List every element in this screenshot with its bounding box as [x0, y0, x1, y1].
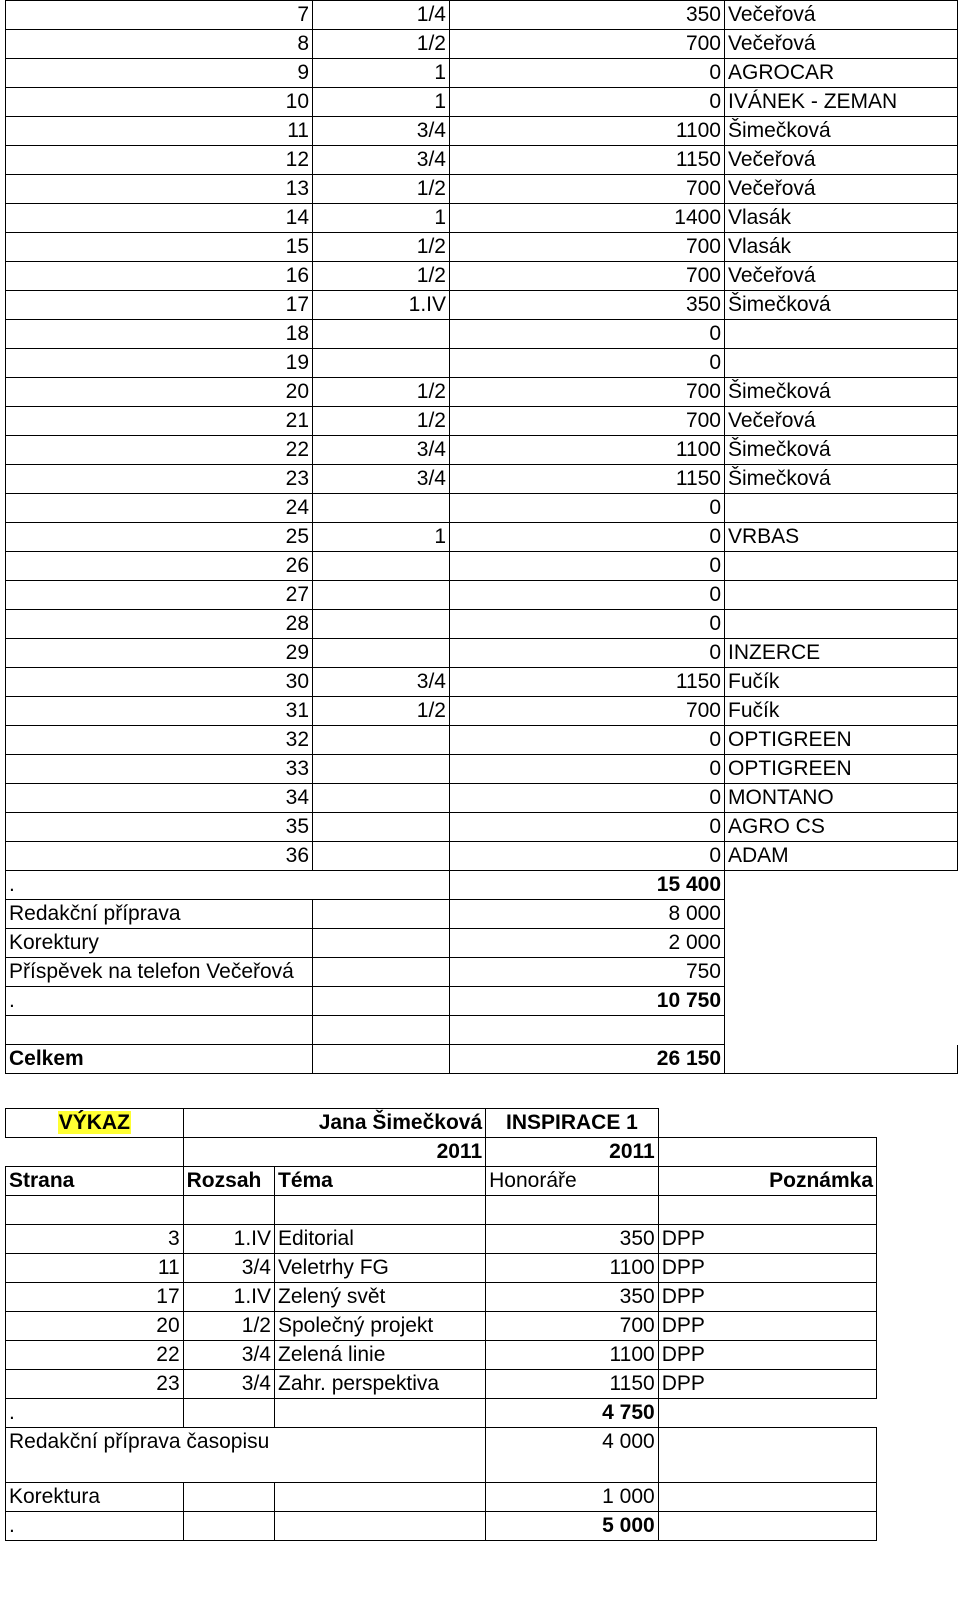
page-number-cell: 36 — [6, 842, 313, 871]
author-cell: AGROCAR — [725, 59, 958, 88]
tema-cell: Zelený svět — [275, 1283, 486, 1312]
amount-cell: 1400 — [450, 204, 725, 233]
vykaz-row — [6, 1312, 877, 1341]
rozsah-cell — [313, 610, 450, 639]
strana-cell: 11 — [6, 1254, 184, 1283]
tema-cell: Zelená linie — [275, 1341, 486, 1370]
page-number-cell: 17 — [6, 291, 313, 320]
amount-cell: 0 — [450, 726, 725, 755]
subtotal-label: . — [6, 871, 313, 900]
amount-cell: 0 — [450, 842, 725, 871]
rozsah-cell — [313, 755, 450, 784]
rozsah-cell — [313, 842, 450, 871]
author-cell: Šimečková — [725, 465, 958, 494]
strana-cell: 22 — [6, 1341, 184, 1370]
author-cell — [725, 552, 958, 581]
rozsah-cell: 1/2 — [313, 233, 450, 262]
poznamka-cell: DPP — [658, 1283, 876, 1312]
vykaz-redakcni-label: Redakční příprava časopisu — [6, 1428, 486, 1483]
vykaz-subtotal-value: 4 750 — [486, 1399, 659, 1428]
rozsah-cell: 1/2 — [313, 30, 450, 59]
page-number-cell: 34 — [6, 784, 313, 813]
page-row — [6, 320, 958, 349]
vykaz-title-text: VÝKAZ — [58, 1111, 130, 1134]
korektury-value: 2 000 — [450, 929, 725, 958]
author-cell: Večeřová — [725, 262, 958, 291]
amount-cell: 0 — [450, 59, 725, 88]
subtotal-row — [6, 871, 958, 900]
amount-cell: 0 — [450, 581, 725, 610]
page-rows — [6, 1, 958, 871]
page-row — [6, 697, 958, 726]
vykaz-korektura-row — [6, 1483, 877, 1512]
blank-row — [6, 1016, 958, 1045]
amount-cell: 0 — [450, 349, 725, 378]
author-cell — [725, 581, 958, 610]
page-row — [6, 494, 958, 523]
rozsah-cell: 3/4 — [183, 1341, 274, 1370]
rozsah-cell: 1 — [313, 59, 450, 88]
amount-cell: 1150 — [450, 465, 725, 494]
strana-cell: 20 — [6, 1312, 184, 1341]
page-row — [6, 755, 958, 784]
header-tema: Téma — [275, 1167, 486, 1196]
amount-cell: 1150 — [450, 146, 725, 175]
page-row — [6, 378, 958, 407]
author-cell — [725, 494, 958, 523]
author-cell: AGRO CS — [725, 813, 958, 842]
honorar-cell: 350 — [486, 1283, 659, 1312]
vykaz-subtotal-row — [6, 1399, 877, 1428]
page-row — [6, 668, 958, 697]
rozsah-cell: 1/2 — [313, 378, 450, 407]
page-row — [6, 784, 958, 813]
rozsah-cell — [313, 813, 450, 842]
rozsah-cell: 1 — [313, 204, 450, 233]
telefon-label: Příspěvek na telefon Večeřová — [6, 958, 313, 987]
rozsah-cell: 1 — [313, 88, 450, 117]
page-number-cell: 24 — [6, 494, 313, 523]
rozsah-cell: 3/4 — [183, 1370, 274, 1399]
vykaz-year1: 2011 — [183, 1138, 486, 1167]
poznamka-cell: DPP — [658, 1370, 876, 1399]
page-row — [6, 1, 958, 30]
author-cell — [725, 610, 958, 639]
page-row — [6, 175, 958, 204]
page-honoraria-table — [5, 0, 958, 1074]
rozsah-cell: 1.IV — [313, 291, 450, 320]
page-number-cell: 20 — [6, 378, 313, 407]
page-number-cell: 8 — [6, 30, 313, 59]
rozsah-cell: 3/4 — [313, 117, 450, 146]
page-row — [6, 204, 958, 233]
honorar-cell: 1150 — [486, 1370, 659, 1399]
vykaz-row — [6, 1283, 877, 1312]
vykaz-title-row — [6, 1109, 877, 1138]
amount-cell: 0 — [450, 813, 725, 842]
page-row — [6, 639, 958, 668]
page-number-cell: 9 — [6, 59, 313, 88]
rozsah-cell: 1/2 — [313, 175, 450, 204]
page-number-cell: 21 — [6, 407, 313, 436]
amount-cell: 1100 — [450, 436, 725, 465]
page-row — [6, 726, 958, 755]
amount-cell: 0 — [450, 639, 725, 668]
vykaz-row — [6, 1254, 877, 1283]
amount-cell: 700 — [450, 697, 725, 726]
rozsah-cell: 1/4 — [313, 1, 450, 30]
rozsah-cell — [313, 552, 450, 581]
rozsah-cell — [313, 639, 450, 668]
header-poznamka: Poznámka — [658, 1167, 876, 1196]
page-row — [6, 523, 958, 552]
page-row — [6, 813, 958, 842]
vykaz-table — [5, 1108, 877, 1541]
amount-cell: 1100 — [450, 117, 725, 146]
author-cell: Šimečková — [725, 436, 958, 465]
honorar-cell: 350 — [486, 1225, 659, 1254]
vykaz-row — [6, 1341, 877, 1370]
page-number-cell: 15 — [6, 233, 313, 262]
rozsah-cell — [313, 581, 450, 610]
header-honorare: Honoráře — [486, 1167, 659, 1196]
page-number-cell: 25 — [6, 523, 313, 552]
amount-cell: 0 — [450, 320, 725, 349]
page-row — [6, 88, 958, 117]
header-strana: Strana — [6, 1167, 184, 1196]
vykaz-header-row — [6, 1167, 877, 1196]
tema-cell: Veletrhy FG — [275, 1254, 486, 1283]
page-row — [6, 146, 958, 175]
author-cell: Večeřová — [725, 30, 958, 59]
author-cell: ADAM — [725, 842, 958, 871]
poznamka-cell: DPP — [658, 1225, 876, 1254]
author-cell: MONTANO — [725, 784, 958, 813]
page-row — [6, 581, 958, 610]
amount-cell: 0 — [450, 552, 725, 581]
rozsah-cell: 1/2 — [313, 262, 450, 291]
tema-cell: Společný projekt — [275, 1312, 486, 1341]
amount-cell: 700 — [450, 30, 725, 59]
amount-cell: 0 — [450, 755, 725, 784]
vykaz-title — [6, 1109, 184, 1138]
amount-cell: 0 — [450, 610, 725, 639]
author-cell: Fučík — [725, 668, 958, 697]
author-cell: Vlasák — [725, 204, 958, 233]
poznamka-cell: DPP — [658, 1341, 876, 1370]
author-cell: Večeřová — [725, 146, 958, 175]
vykaz-korektura-value: 1 000 — [486, 1483, 659, 1512]
vykaz-subtotal2-value: 5 000 — [486, 1512, 659, 1541]
vykaz-magazine: INSPIRACE 1 — [486, 1109, 659, 1138]
rozsah-cell — [313, 726, 450, 755]
page-number-cell: 11 — [6, 117, 313, 146]
korektury-label: Korektury — [6, 929, 313, 958]
subtotal-value: 15 400 — [450, 871, 725, 900]
celkem-row — [6, 1045, 958, 1074]
page-number-cell: 18 — [6, 320, 313, 349]
page-number-cell: 23 — [6, 465, 313, 494]
vykaz-subtotal-label: . — [6, 1399, 184, 1428]
rozsah-cell: 1/2 — [313, 407, 450, 436]
page-number-cell: 16 — [6, 262, 313, 291]
vykaz-person: Jana Šimečková — [183, 1109, 486, 1138]
vykaz-redakcni-row — [6, 1428, 877, 1483]
vykaz-redakcni-value: 4 000 — [486, 1428, 659, 1483]
page-number-cell: 32 — [6, 726, 313, 755]
page-number-cell: 19 — [6, 349, 313, 378]
rozsah-cell: 3/4 — [313, 668, 450, 697]
author-cell: VRBAS — [725, 523, 958, 552]
vykaz-year-row — [6, 1138, 877, 1167]
page-number-cell: 26 — [6, 552, 313, 581]
rozsah-cell: 1.IV — [183, 1225, 274, 1254]
page-row — [6, 610, 958, 639]
vykaz-korektura-label: Korektura — [6, 1483, 184, 1512]
page-row — [6, 291, 958, 320]
page-row — [6, 552, 958, 581]
honorar-cell: 1100 — [486, 1254, 659, 1283]
celkem-label: Celkem — [6, 1045, 313, 1074]
page-number-cell: 27 — [6, 581, 313, 610]
page-row — [6, 407, 958, 436]
vykaz-row — [6, 1225, 877, 1254]
tema-cell: Zahr. perspektiva — [275, 1370, 486, 1399]
amount-cell: 0 — [450, 523, 725, 552]
rozsah-cell — [313, 320, 450, 349]
strana-cell: 23 — [6, 1370, 184, 1399]
telefon-row — [6, 958, 958, 987]
amount-cell: 350 — [450, 291, 725, 320]
vykaz-row — [6, 1370, 877, 1399]
vykaz-subtotal2-row — [6, 1512, 877, 1541]
page-number-cell: 10 — [6, 88, 313, 117]
rozsah-cell: 1 — [313, 523, 450, 552]
amount-cell: 0 — [450, 88, 725, 117]
page-number-cell: 31 — [6, 697, 313, 726]
author-cell: Šimečková — [725, 117, 958, 146]
vykaz-summary — [6, 1399, 877, 1541]
subtotal2-label: . — [6, 987, 313, 1016]
author-cell: Večeřová — [725, 1, 958, 30]
subtotal2-value: 10 750 — [450, 987, 725, 1016]
author-cell: Večeřová — [725, 407, 958, 436]
amount-cell: 700 — [450, 378, 725, 407]
rozsah-cell — [313, 349, 450, 378]
amount-cell: 0 — [450, 784, 725, 813]
amount-cell: 0 — [450, 494, 725, 523]
page-number-cell: 7 — [6, 1, 313, 30]
header-rozsah: Rozsah — [183, 1167, 274, 1196]
page-number-cell: 14 — [6, 204, 313, 233]
telefon-value: 750 — [450, 958, 725, 987]
page-number-cell: 22 — [6, 436, 313, 465]
amount-cell: 700 — [450, 262, 725, 291]
vykaz-rows — [6, 1225, 877, 1399]
rozsah-cell: 1.IV — [183, 1283, 274, 1312]
page-row — [6, 842, 958, 871]
author-cell — [725, 349, 958, 378]
author-cell: Šimečková — [725, 378, 958, 407]
page-row — [6, 59, 958, 88]
rozsah-cell — [313, 494, 450, 523]
page-row — [6, 233, 958, 262]
author-cell: Vlasák — [725, 233, 958, 262]
poznamka-cell: DPP — [658, 1254, 876, 1283]
honorar-cell: 700 — [486, 1312, 659, 1341]
redakcni-label: Redakční příprava — [6, 900, 313, 929]
vykaz-subtotal2-label: . — [6, 1512, 184, 1541]
page-number-cell: 28 — [6, 610, 313, 639]
rozsah-cell — [313, 784, 450, 813]
subtotal2-row — [6, 987, 958, 1016]
author-cell: Šimečková — [725, 291, 958, 320]
vykaz-blank-row — [6, 1196, 877, 1225]
page-row — [6, 30, 958, 59]
author-cell: Fučík — [725, 697, 958, 726]
celkem-value: 26 150 — [450, 1045, 725, 1074]
page-number-cell: 12 — [6, 146, 313, 175]
author-cell — [725, 320, 958, 349]
author-cell: INZERCE — [725, 639, 958, 668]
rozsah-cell: 1/2 — [183, 1312, 274, 1341]
strana-cell: 3 — [6, 1225, 184, 1254]
page-row — [6, 465, 958, 494]
amount-cell: 700 — [450, 233, 725, 262]
author-cell: OPTIGREEN — [725, 726, 958, 755]
honorar-cell: 1100 — [486, 1341, 659, 1370]
page-row — [6, 349, 958, 378]
rozsah-cell: 3/4 — [313, 436, 450, 465]
author-cell: OPTIGREEN — [725, 755, 958, 784]
author-cell: IVÁNEK - ZEMAN — [725, 88, 958, 117]
page-number-cell: 30 — [6, 668, 313, 697]
korektury-row — [6, 929, 958, 958]
amount-cell: 700 — [450, 175, 725, 204]
amount-cell: 350 — [450, 1, 725, 30]
vykaz-year2: 2011 — [486, 1138, 659, 1167]
poznamka-cell: DPP — [658, 1312, 876, 1341]
page-row — [6, 262, 958, 291]
strana-cell: 17 — [6, 1283, 184, 1312]
rozsah-cell: 3/4 — [183, 1254, 274, 1283]
redakcni-value: 8 000 — [450, 900, 725, 929]
rozsah-cell: 3/4 — [313, 146, 450, 175]
top-summary — [6, 871, 958, 1074]
redakcni-row — [6, 900, 958, 929]
tema-cell: Editorial — [275, 1225, 486, 1254]
amount-cell: 700 — [450, 407, 725, 436]
page-number-cell: 29 — [6, 639, 313, 668]
amount-cell: 1150 — [450, 668, 725, 697]
author-cell: Večeřová — [725, 175, 958, 204]
page-number-cell: 35 — [6, 813, 313, 842]
page-row — [6, 436, 958, 465]
page-number-cell: 13 — [6, 175, 313, 204]
rozsah-cell: 1/2 — [313, 697, 450, 726]
page-number-cell: 33 — [6, 755, 313, 784]
rozsah-cell: 3/4 — [313, 465, 450, 494]
page-row — [6, 117, 958, 146]
